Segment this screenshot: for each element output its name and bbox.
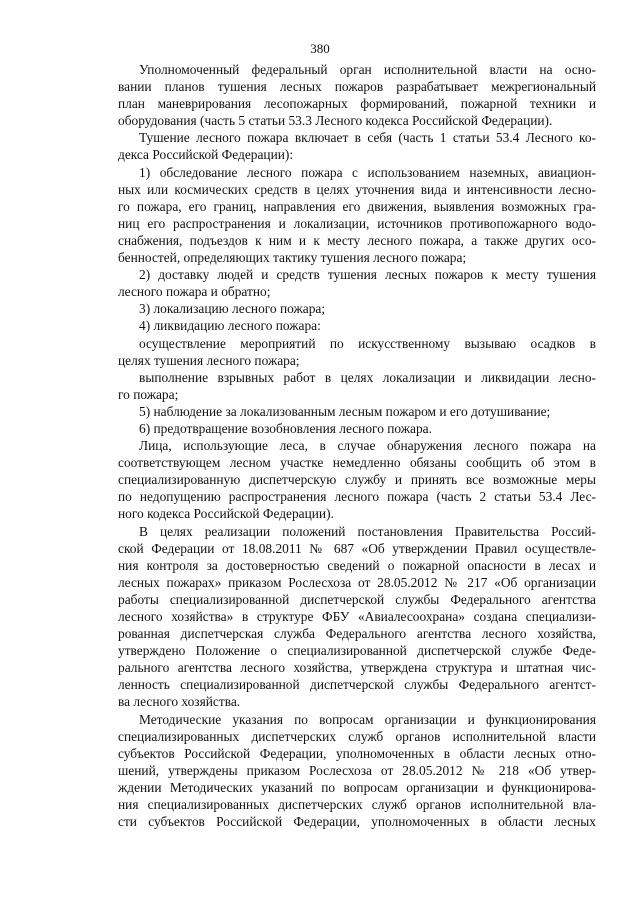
text-line: специализированную диспетчерскую службу и принять все возможные меры [118,472,596,488]
text-line: утверждено Положение о специализированной диспетчерской службе Феде- [118,643,596,659]
text-line: Лица, использующие леса, в случае обнаружения лесного пожара на [139,438,596,454]
text-line: ва лесного хозяйства. [118,694,241,710]
text-line: сти субъектов Российской Федерации, уполномоченных в области лесных [118,814,596,830]
text-line: шений, утверждены приказом Рослесхоза от 28.05.2012 № 218 «Об утвер- [118,762,596,778]
text-line: ния контроля за достоверностью сведений о пожарной опасности в лесах и [118,557,596,573]
text-line: ного кодекса Российской Федерации). [118,506,334,522]
text-line: го пожара; [118,386,179,402]
text-line: го пожара, его границ, направления его движения, выявления возможных гра- [118,198,596,214]
text-line: целях тушения лесного пожара; [118,352,300,368]
text-line: соответствующем лесном участке немедленно обязаны сообщить об этом в [118,455,596,471]
text-line: В целях реализации положений постановления Правительства Россий- [139,523,596,539]
text-line: Уполномоченный федеральный орган исполнительной власти на осно- [139,62,596,77]
text-line: субъектов Российской Федерации, уполномоченных в области лесных отно- [118,745,596,761]
text-line: 5) наблюдение за локализованным лесным пожаром и его дотушивание; [139,403,551,419]
text-line: лесных пожарах» приказом Рослесхоза от 28.05.2012 № 217 «Об организации [118,574,596,590]
text-line: специализированных диспетчерских служб органов исполнительной власти [118,728,596,744]
text-line: ленность специализированной диспетчерской службы Федерального агентст- [118,677,596,693]
text-line: лесного хозяйства» в структуре ФБУ «Авиалесоохрана» создана специализи- [118,609,596,624]
text-line: 4) ликвидацию лесного пожара: [139,318,321,334]
body-text [118,61,596,830]
text-line: план маневрирования лесопожарных формирований, пожарной техники и [118,96,596,112]
text-line: выполнение взрывных работ в целях локализации и ликвидации лесно- [139,369,596,385]
text-line: Тушение лесного пожара включает в себя (часть 1 статьи 53.4 Лесного ко- [139,130,596,146]
text-line: 3) локализацию лесного пожара; [139,301,326,317]
text-line: по недопущению распространения лесного пожара (часть 2 статьи 53.4 Лес- [118,489,596,505]
text-line: рованная диспетчерская служба Федерального агентства лесного хозяйства, [118,626,596,642]
text-line: ждении Методических указаний по вопросам организации и функционирова- [118,779,596,795]
text-line: ской Федерации от 18.08.2011 № 687 «Об утверждении Правил осуществле- [118,540,596,556]
text-line: рального агентства лесного хозяйства, утверждена структура и штатная чис- [118,660,596,676]
text-line: снабжения, подъездов к ним и к месту лесного пожара, а также других осо- [118,232,596,248]
page-number: 380 [310,41,330,56]
text-line: 1) обследование лесного пожара с использованием наземных, авиацион- [139,164,596,180]
text-line: 2) доставку людей и средств тушения лесных пожаров к месту тушения [139,267,596,283]
text-line: работы специализированной диспетчерской службы Федерального агентства [118,591,596,607]
text-line: декса Российской Федерации): [118,147,294,163]
text-line: осуществление мероприятий по искусственному вызываю осадков в [139,335,596,351]
text-line: бенностей, определяющих тактику тушения лесного пожара; [118,250,467,266]
text-line: ниц его распространения и локализации, источников противопожарного водо- [118,215,596,231]
text-line: Методические указания по вопросам организации и функционирования [139,711,596,727]
text-line: ных или космических средств в целях уточнения вида и интенсивности лесно- [118,181,596,197]
text-line: 6) предотвращение возобновления лесного пожара. [139,420,432,436]
text-line: вании планов тушения лесных пожаров разрабатывает межрегиональный [118,79,596,95]
text-line: лесного пожара и обратно; [118,284,271,300]
text-line: оборудования (часть 5 статьи 53.3 Лесного кодекса Российской Федерации). [118,113,553,129]
text-line: ния специализированных диспетчерских служб органов исполнительной вла- [118,797,596,813]
